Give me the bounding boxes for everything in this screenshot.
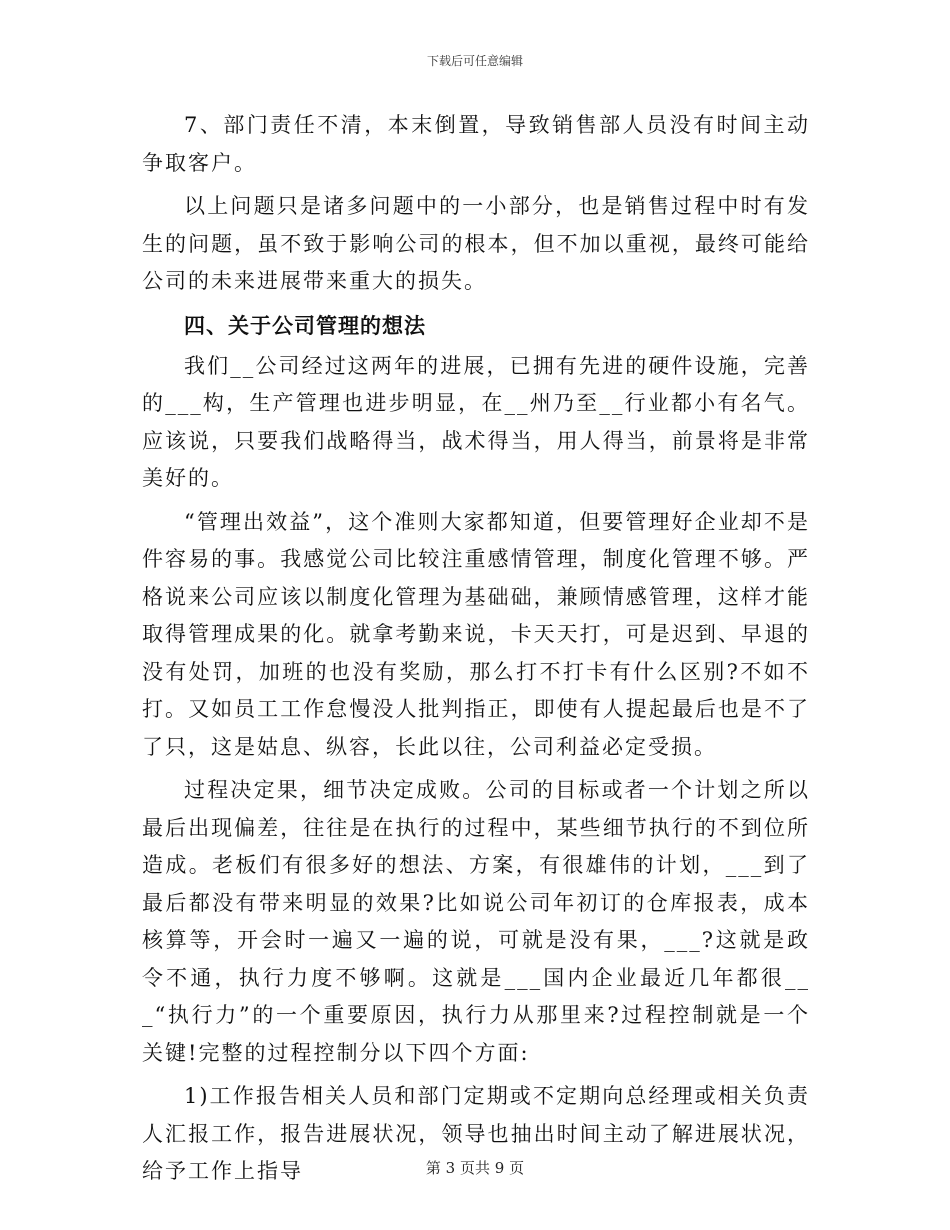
paragraph-company-progress: 我们__公司经过这两年的进展，已拥有先进的硬件设施，完善的___构，生产管理也进步明显，在__州乃至__行业都小有名气。应该说，只要我们战略得当，战术得当，用人得当，前景将是非常美好的。 xyxy=(142,353,810,490)
paragraph-process-control: 过程决定果，细节决定成败。公司的目标或者一个计划之所以最后出现偏差，往往是在执行的过程中，某些细节执行的不到位所造成。老板们有很多好的想法、方案，有很雄伟的计划，___到了最后都没有带来明显的效果?比如说公司年初订的仓库报表，成本核算等，开会时一遍又一遍的说，可就是没有果，___?这就是政令不通，执行力度不够啊。这就是___国内企业最近几年都很___“执行力”的一个重要原因，执行力从那里来?过程控制就是一个关键!完整的过程控制分以下四个方面: xyxy=(142,778,810,1065)
page-header: 下载后可任意编辑 xyxy=(426,54,523,68)
section-heading: 四、关于公司管理的想法 xyxy=(184,312,426,338)
page-number: 第 3 页共 9 页 xyxy=(425,1159,525,1177)
paragraph-summary: 以上问题只是诸多问题中的一小部分，也是销售过程中时有发生的问题，虽不致于影响公司的根本，但不加以重视，最终可能给公司的未来进展带来重大的损失。 xyxy=(142,194,810,293)
document-body xyxy=(142,107,810,1197)
paragraph-work-report: 1)工作报告相关人员和部门定期或不定期向总经理或相关负责人汇报工作，报告进展状况，领导也抽出时间主动了解进展状况，给予工作上指导 xyxy=(142,1084,810,1183)
paragraph-item-7: 7、部门责任不清，本末倒置，导致销售部人员没有时间主动争取客户。 xyxy=(142,113,810,175)
paragraph-management-benefit: “管理出效益”，这个准则大家都知道，但要管理好企业却不是件容易的事。我感觉公司比较注重感情管理，制度化管理不够。严格说来公司应该以制度化管理为基础础，兼顾情感管理，这样才能取得管理成果的化。就拿考勤来说，卡天天打，可是迟到、早退的没有处罚，加班的也没有奖励，那么打不打卡有什么区别?不如不打。又如员工工作怠慢没人批判指正，即使有人提起最后也是不了了只，这是姑息、纵容，长此以往，公司利益必定受损。 xyxy=(142,509,810,759)
